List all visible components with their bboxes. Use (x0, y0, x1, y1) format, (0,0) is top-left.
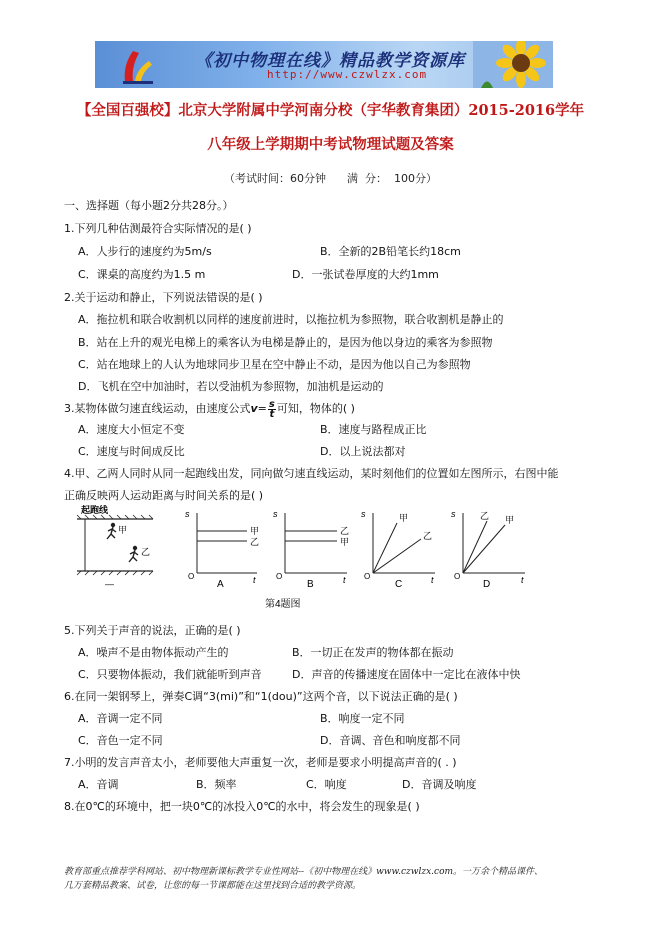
q1-option-c: C．课桌的高度约为1.5 m (78, 268, 206, 281)
q6-option-d: D．音调、音色和响度都不同 (320, 734, 461, 747)
q1-stem: 1.下列几种估测最符合实际情况的是( ) (64, 222, 252, 235)
graph-a-s-label: s (185, 509, 190, 519)
fig-caption: 第4题图 (265, 599, 301, 610)
graph-a-yi-label: 乙 (250, 537, 260, 547)
q4-stem-line-2: 正确反映两人运动距离与时间关系的是( ) (64, 489, 264, 502)
graph-d-jia-line (463, 525, 505, 573)
exam-title-line-1: 【全国百强校】北京大学附属中学河南分校（宇华教育集团）2015-2016学年 (76, 102, 585, 119)
graph-c-yi-label: 乙 (423, 531, 433, 541)
q6-option-c: C．音色一定不同 (78, 734, 163, 747)
q2-option-c: C．站在地球上的人认为地球同步卫星在空中静止不动，是因为他以自己为参照物 (78, 358, 471, 371)
fig-start-line-label: 起跑线 (81, 505, 109, 515)
q3-velocity-symbol: v (250, 402, 258, 415)
graph-a-caption: A (217, 579, 224, 590)
fig-jia-label: 甲 (118, 525, 128, 535)
q6-option-a: A．音调一定不同 (78, 712, 163, 725)
fig-yi-label: 乙 (141, 547, 151, 557)
footer-line-2: 几万套精品教案、试卷，让您的每一节课都能在这里找到合适的教学资源。 (64, 881, 362, 891)
graph-d-o-label: O (454, 572, 461, 581)
q4-figure (75, 503, 535, 615)
graph-c-s-label: s (361, 509, 366, 519)
q5-option-a: A．噪声不是由物体振动产生的 (78, 646, 229, 659)
fig-left-dash: — (105, 579, 114, 589)
q4-stem-line-1: 4.甲、乙两人同时从同一起跑线出发，同向做匀速直线运动，某时刻他们的位置如左图所示，右图中能 (64, 467, 559, 480)
sunflower-icon (473, 41, 553, 88)
q7-option-d: D．音调及响度 (402, 778, 477, 791)
q3-fraction-numerator: s (268, 398, 275, 410)
graph-c-jia-label: 甲 (399, 513, 409, 523)
q6-option-b: B．响度一定不同 (320, 712, 405, 725)
graph-c-t-label: t (431, 575, 434, 585)
q3-option-a: A．速度大小恒定不变 (78, 423, 185, 436)
graph-c-o-label: O (364, 572, 371, 581)
site-logo-icon (119, 47, 155, 85)
q3-option-d: D．以上说法都对 (320, 445, 406, 458)
q8-stem: 8.在0℃的环境中，把一块0℃的冰投入0℃的水中，将会发生的现象是( ) (64, 800, 420, 813)
site-banner (95, 41, 553, 88)
graph-d-jia-label: 甲 (505, 515, 515, 525)
q3-option-c: C．速度与时间成反比 (78, 445, 185, 458)
graph-a-t-label: t (253, 575, 256, 585)
q7-option-c: C．响度 (306, 778, 347, 791)
q5-option-d: D．声音的传播速度在固体中一定比在液体中快 (292, 668, 521, 681)
q3-stem-post: 可知，物体的( ) (276, 402, 355, 415)
graph-d-yi-label: 乙 (480, 511, 490, 521)
graph-b (273, 509, 349, 590)
q2-option-b: B．站在上升的观光电梯上的乘客认为电梯是静止的，是因为他以身边的乘客为参照物 (78, 336, 493, 349)
graph-d-caption: D (483, 579, 491, 590)
graph-c (361, 509, 435, 590)
q5-option-b: B．一切正在发声的物体都在振动 (292, 646, 454, 659)
graph-a-jia-label: 甲 (250, 526, 260, 536)
q3-option-b: B．速度与路程成正比 (320, 423, 427, 436)
graph-b-t-label: t (343, 575, 346, 585)
runner-yi-icon (129, 546, 138, 562)
q6-stem: 6.在同一架钢琴上，弹奏C调“3(mi)”和“1(dou)”这两个音，以下说法正确的是( ) (64, 690, 458, 703)
q2-option-a: A．拖拉机和联合收割机以同样的速度前进时，以拖拉机为参照物，联合收割机是静止的 (78, 313, 504, 326)
graph-c-caption: C (395, 579, 403, 590)
q3-fraction-denominator: t (269, 408, 275, 420)
graph-c-jia-line (373, 523, 397, 573)
graph-d-yi-line (463, 521, 487, 573)
q2-stem: 2.关于运动和静止，下列说法错误的是( ) (64, 291, 263, 304)
graph-b-yi-label: 乙 (340, 526, 350, 536)
graph-d (451, 509, 525, 590)
footer-line-1: 教育部重点推荐学科网站、初中物理新课标教学专业性网站--《初中物理在线》www.czwlzx.com。一万余个精品课件、 (64, 867, 544, 877)
graph-b-s-label: s (273, 509, 278, 519)
graph-c-yi-line (373, 539, 421, 573)
exam-meta: （考试时间：60分钟 满 分： 100分） (224, 172, 437, 185)
q1-option-a: A．人步行的速度约为5m/s (78, 245, 212, 258)
graph-d-t-label: t (521, 575, 524, 585)
q3-equals: = (257, 402, 267, 415)
q5-option-c: C．只要物体振动，我们就能听到声音 (78, 668, 262, 681)
q5-stem: 5.下列关于声音的说法，正确的是( ) (64, 624, 241, 637)
q1-option-b: B．全新的2B铅笔长约18cm (320, 245, 461, 258)
q3-stem (64, 398, 355, 420)
q3-formula-fraction (268, 400, 276, 419)
section-heading: 一、选择题（每小题2分共28分。） (64, 199, 234, 212)
graph-a-o-label: O (188, 572, 195, 581)
q7-stem: 7.小明的发言声音太小，老师要他大声重复一次，老师是要求小明提高声音的( . ) (64, 756, 457, 769)
q7-option-a: A．音调 (78, 778, 119, 791)
graph-b-caption: B (307, 579, 314, 590)
graph-a (185, 509, 259, 590)
banner-url[interactable]: http://www.czwlzx.com (267, 68, 428, 81)
banner-title: 《初中物理在线》精品教学资源库 (195, 51, 465, 71)
q2-option-d: D．飞机在空中加油时，若以受油机为参照物，加油机是运动的 (78, 380, 384, 393)
q1-option-d: D．一张试卷厚度的大约1mm (292, 268, 439, 281)
runner-jia-icon (107, 523, 116, 539)
exam-title-line-2: 八年级上学期期中考试物理试题及答案 (207, 136, 454, 153)
graph-b-o-label: O (276, 572, 283, 581)
graph-b-jia-label: 甲 (340, 537, 350, 547)
graph-d-s-label: s (451, 509, 456, 519)
q7-option-b: B．频率 (196, 778, 237, 791)
q3-stem-pre: 3.某物体做匀速直线运动，由速度公式 (64, 402, 251, 415)
